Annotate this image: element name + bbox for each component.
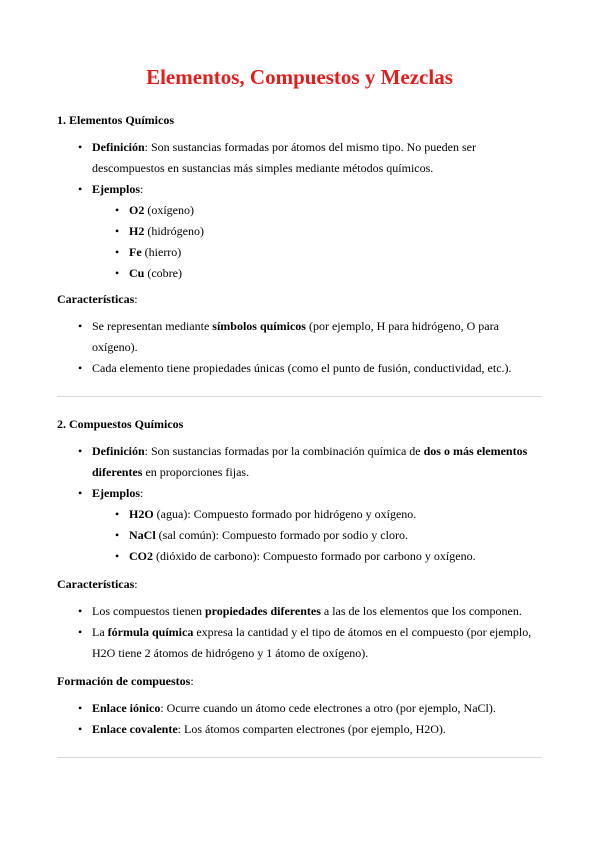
document-title: Elementos, Compuestos y Mezclas (146, 65, 453, 89)
formacion-heading (57, 672, 542, 690)
bold-text: fórmula química (107, 625, 194, 639)
example-desc: (dióxido de carbono): Compuesto formado por carbono y oxígeno. (153, 549, 476, 563)
text: : Los átomos comparten electrones (por ejemplo, H2O). (177, 722, 446, 736)
section-heading-elementos: 1. Elementos Químicos (57, 113, 174, 127)
bold-text: Enlace iónico (92, 701, 161, 715)
formacion-item (92, 719, 542, 740)
example-symbol: H2 (129, 224, 145, 238)
bold-text: propiedades diferentes (204, 604, 321, 618)
caracteristica-item (92, 601, 542, 622)
formacion-label: Formación de compuestos (57, 674, 191, 688)
caracteristica-item (92, 358, 542, 379)
text: La (92, 625, 108, 639)
example-formula: NaCl (129, 528, 156, 542)
caracteristicas-label: Características (57, 292, 135, 306)
example-desc: (hidrógeno) (144, 224, 204, 238)
example-item (129, 263, 542, 284)
bold-text: símbolos químicos (212, 319, 306, 333)
colon: : (140, 486, 144, 500)
example-desc: (sal común): Compuesto formado por sodio y cloro. (155, 528, 408, 542)
caracteristicas-label: Características (57, 577, 135, 591)
formacion-item (92, 698, 542, 719)
section-divider (57, 396, 542, 397)
elementos-list (57, 137, 542, 284)
example-item (129, 504, 542, 525)
example-item (129, 200, 542, 221)
example-item (129, 221, 542, 242)
example-item (129, 525, 542, 546)
text: expresa la cantidad y el tipo de átomos en el compuesto (por ejemplo, H2O tiene 2 átomos de hidrógeno y 1 átomo de oxígeno). (92, 625, 532, 660)
example-desc: (oxígeno) (144, 203, 194, 217)
colon: : (190, 674, 194, 688)
text: Se representan mediante (92, 319, 213, 333)
definicion-label: Definición (92, 444, 145, 458)
example-desc: (agua): Compuesto formado por hidrógeno y oxígeno. (153, 507, 417, 521)
section-divider (57, 757, 542, 758)
colon: : (140, 182, 144, 196)
compuestos-definicion-item (92, 441, 542, 483)
example-desc: (cobre) (144, 266, 182, 280)
elementos-definicion-item (92, 137, 542, 179)
colon: : (134, 577, 138, 591)
compuestos-caracteristicas-list (57, 601, 542, 664)
caracteristicas-heading (57, 575, 542, 593)
example-symbol: O2 (129, 203, 145, 217)
definicion-text: : Son sustancias formadas por átomos del mismo tipo. No pueden ser descompuestos en sustancias más simples mediante métodos químicos. (92, 140, 476, 175)
text: Los compuestos tienen (92, 604, 205, 618)
example-desc: (hierro) (141, 245, 182, 259)
example-formula: H2O (129, 507, 154, 521)
ejemplos-label: Ejemplos (92, 486, 140, 500)
elementos-ejemplos-item (92, 179, 542, 284)
compuestos-list (57, 441, 542, 567)
compuestos-examples-list (92, 504, 542, 567)
example-symbol: Cu (129, 266, 145, 280)
bold-text: Enlace covalente (92, 722, 178, 736)
example-formula: CO2 (129, 549, 153, 563)
formacion-list (57, 698, 542, 740)
text: (por ejemplo, H para hidrógeno, O para oxígeno). (92, 319, 499, 354)
text: Cada elemento tiene propiedades únicas (como el punto de fusión, conductividad, etc.). (92, 361, 512, 375)
caracteristica-item (92, 622, 542, 664)
elementos-examples-list (92, 200, 542, 284)
example-item (129, 546, 542, 567)
definicion-label: Definición (92, 140, 145, 154)
section-heading-compuestos: 2. Compuestos Químicos (57, 417, 184, 431)
text: : Ocurre cuando un átomo cede electrones a otro (por ejemplo, NaCl). (160, 701, 496, 715)
example-item (129, 242, 542, 263)
example-symbol: Fe (129, 245, 142, 259)
elementos-caracteristicas-list (57, 316, 542, 379)
ejemplos-label: Ejemplos (92, 182, 140, 196)
text: a las de los elementos que los componen. (320, 604, 522, 618)
caracteristica-item (92, 316, 542, 358)
bold-text: dos o más elementos diferentes (92, 444, 528, 479)
caracteristicas-heading (57, 290, 542, 308)
colon: : (134, 292, 138, 306)
text: en proporciones fijas. (142, 465, 250, 479)
compuestos-ejemplos-item (92, 483, 542, 567)
text: : Son sustancias formadas por la combinación química de (144, 444, 424, 458)
